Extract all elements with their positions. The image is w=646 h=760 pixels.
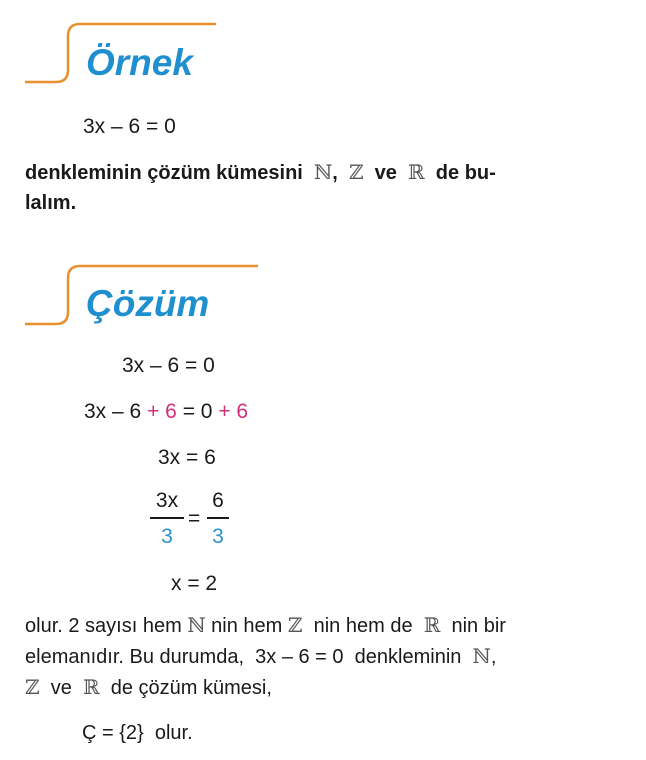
solution-step-5: x = 2 (171, 572, 218, 595)
problem-text-1: denkleminin çözüm kümesini (25, 162, 303, 184)
integers-symbol: ℤ (25, 675, 40, 699)
solution-heading: Çözüm (86, 283, 210, 324)
natural-numbers-symbol: ℕ (313, 160, 333, 184)
step2-left: 3x – 6 (84, 400, 142, 423)
conclusion-text-2a: elemanıdır. Bu durumda, (25, 646, 245, 668)
result-line (82, 718, 193, 748)
reals-symbol: ℝ (408, 160, 425, 184)
step2-plus-left: + 6 (147, 400, 177, 423)
problem-text-2: de bu- (435, 162, 496, 184)
problem-ve: ve (374, 162, 397, 184)
conclusion-line-2 (25, 641, 496, 672)
fraction-right (207, 490, 229, 547)
fraction-equals: = (188, 507, 201, 530)
conclusion-ve: ve (50, 677, 72, 699)
conclusion-text-2b: denkleminin (354, 646, 462, 668)
fraction-left-numerator: 3x (155, 489, 179, 512)
solution-step-2 (84, 401, 248, 422)
conclusion-text-1b: nin hem (211, 615, 283, 637)
conclusion-equation: 3x – 6 = 0 (255, 646, 344, 668)
conclusion-text-1a: olur. 2 sayısı hem (25, 615, 182, 637)
comma: , (332, 162, 338, 184)
example-equation: 3x – 6 = 0 (83, 115, 176, 138)
reals-symbol: ℝ (82, 675, 100, 699)
reals-symbol: ℝ (423, 613, 441, 637)
conclusion-line-1 (25, 610, 506, 641)
fraction-right-bar (207, 517, 229, 519)
conclusion-text-1d: nin bir (451, 615, 506, 637)
example-problem-line2: lalım. (25, 192, 77, 214)
solution-step-3: 3x = 6 (158, 446, 216, 469)
solution-step-1: 3x – 6 = 0 (122, 354, 215, 377)
natural-numbers-symbol: ℕ (472, 644, 491, 668)
conclusion-line-3 (25, 672, 272, 703)
example-heading: Örnek (86, 42, 193, 83)
step2-equals: = 0 (182, 400, 213, 423)
natural-numbers-symbol: ℕ (187, 613, 206, 637)
example-problem-line1 (25, 157, 496, 188)
fraction-left-denominator: 3 (161, 525, 173, 548)
fraction-left (150, 490, 184, 547)
step2-plus-right: + 6 (218, 400, 249, 423)
solution-set: Ç = {2} (82, 722, 144, 744)
fraction-left-bar (150, 517, 184, 519)
comma: , (490, 646, 497, 668)
result-olur: olur. (154, 722, 193, 744)
integers-symbol: ℤ (348, 160, 364, 184)
conclusion-text-1c: nin hem de (313, 615, 413, 637)
fraction-right-denominator: 3 (212, 525, 224, 548)
conclusion-text-3b: de çözüm kümesi, (110, 677, 272, 699)
fraction-right-numerator: 6 (212, 489, 224, 512)
integers-symbol: ℤ (287, 613, 303, 637)
